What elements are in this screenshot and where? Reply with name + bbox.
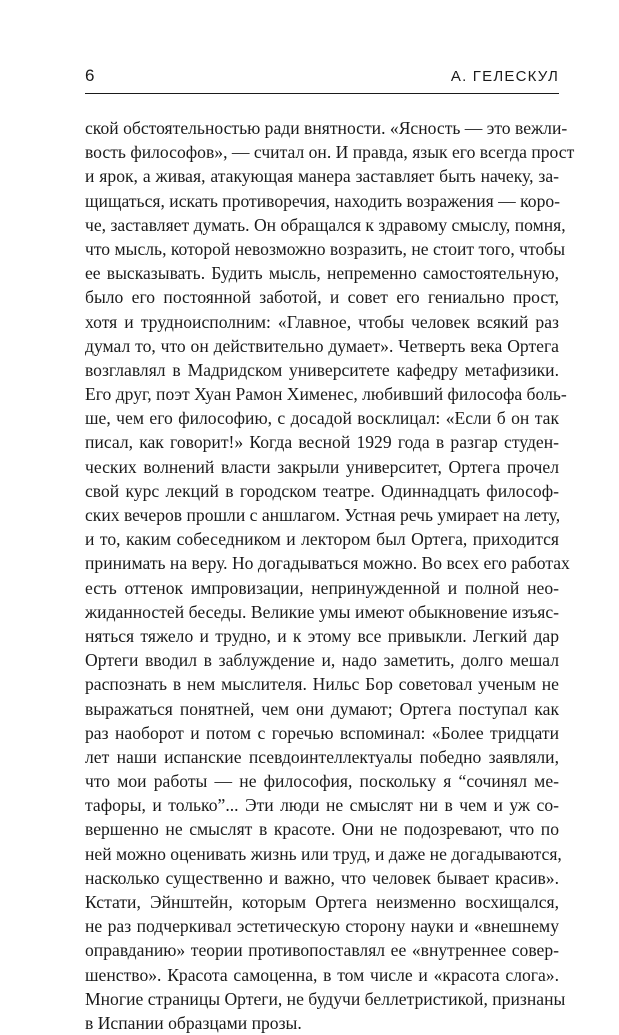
text-line: думал то, что он действительно думает». Четверть века Ортега xyxy=(85,335,559,356)
text-line: ческих волнений власти закрыли университет, Ортега прочел xyxy=(85,456,559,477)
text-line: ской обстоятельностью ради внятности. «Ясность — это вежли- xyxy=(85,118,568,138)
text-line: ней можно оценивать жизнь или труд, и даже не догадываются, xyxy=(85,843,562,864)
text-line: вершенно не смыслят в красоте. Они не подозревают, что по xyxy=(85,819,559,840)
page-number: 6 xyxy=(85,66,95,85)
text-line: было его постоянной заботой, и совет его гениально прост, xyxy=(85,287,559,308)
text-line: вость философов», — считал он. И правда, язык его всегда прост xyxy=(85,142,575,163)
text-line: Многие страницы Ортеги, не будучи беллетристикой, признаны xyxy=(85,988,566,1009)
text-line: ше, чем его философию, с досадой восклицал: «Если б он так xyxy=(85,408,559,429)
text-line: ских вечеров прошли с аншлагом. Устная речь умирает на лету, xyxy=(85,505,561,525)
text-line: шенство». Красота самоценна, в том числе и «красота слога». xyxy=(85,964,559,985)
text-line: что мысль, которой невозможно возразить, не стоит того, чтобы xyxy=(85,238,566,259)
text-line: свой курс лекций в городском театре. Одиннадцать философ- xyxy=(85,480,559,501)
text-line: лет наши испанские псевдоинтеллектуалы победно заявляли, xyxy=(85,746,559,767)
text-line-last: в Испании образцами прозы. xyxy=(85,1012,302,1033)
text-line: и то, каким собеседником и лектором был Ортега, приходится xyxy=(85,529,559,550)
header-rule xyxy=(85,93,559,94)
text-line: щищаться, искать противоречия, находить возражения — коро- xyxy=(85,190,561,211)
text-line: не раз подчеркивал эстетическую сторону науки и «внешнему xyxy=(85,916,559,937)
text-line: Его друг, поэт Хуан Рамон Хименес, любивший философа боль- xyxy=(85,384,567,405)
text-line: тафоры, и только”... Эти люди не смыслят ни в чем и уж со- xyxy=(85,795,559,816)
running-head-author: А. ГЕЛЕСКУЛ xyxy=(450,68,559,85)
text-line: няться тяжело и трудно, и к этому все привыкли. Легкий дар xyxy=(85,625,559,646)
text-line: хотя и трудноисполним: «Главное, чтобы человек всякий раз xyxy=(85,311,559,332)
text-line: жиданностей беседы. Великие умы имеют обыкновение изъяс- xyxy=(85,601,559,622)
text-line: че, заставляет думать. Он обращался к здравому смыслу, помня, xyxy=(85,214,566,235)
text-line: возглавлял в Мадридском университете кафедру метафизики. xyxy=(85,359,559,380)
text-line: распознать в нем мыслителя. Нильс Бор советовал ученым не xyxy=(85,674,559,695)
text-line: принимать на веру. Но догадываться можно. Во всех его работах xyxy=(85,553,570,574)
text-line: что мои работы — не философия, поскольку я “сочинял ме- xyxy=(85,771,559,792)
body-text xyxy=(85,116,575,1035)
text-line: Кстати, Эйнштейн, которым Ортега неизменно восхищался, xyxy=(85,892,559,912)
text-line: насколько существенно и важно, что человек бывает красив». xyxy=(85,867,559,888)
text-line: и ярок, а живая, атакующая манера заставляет быть начеку, за- xyxy=(85,166,559,187)
text-line: Ортеги вводил в заблуждение и, надо заметить, долго мешал xyxy=(85,650,559,671)
text-line: выражаться понятней, чем они думают; Ортега поступал как xyxy=(85,698,559,719)
text-line: раз наоборот и потом с горечью вспоминал: «Более тридцати xyxy=(85,722,559,743)
text-line: оправданию» теории противопоставлял ее «внутреннее совер- xyxy=(85,940,559,961)
text-line: ее высказывать. Будить мысль, непременно самостоятельную, xyxy=(85,263,559,284)
text-line: есть оттенок импровизации, непринужденной и полной нео- xyxy=(85,577,559,598)
text-line: писал, как говорит!» Когда весной 1929 года в разгар студен- xyxy=(85,432,559,453)
